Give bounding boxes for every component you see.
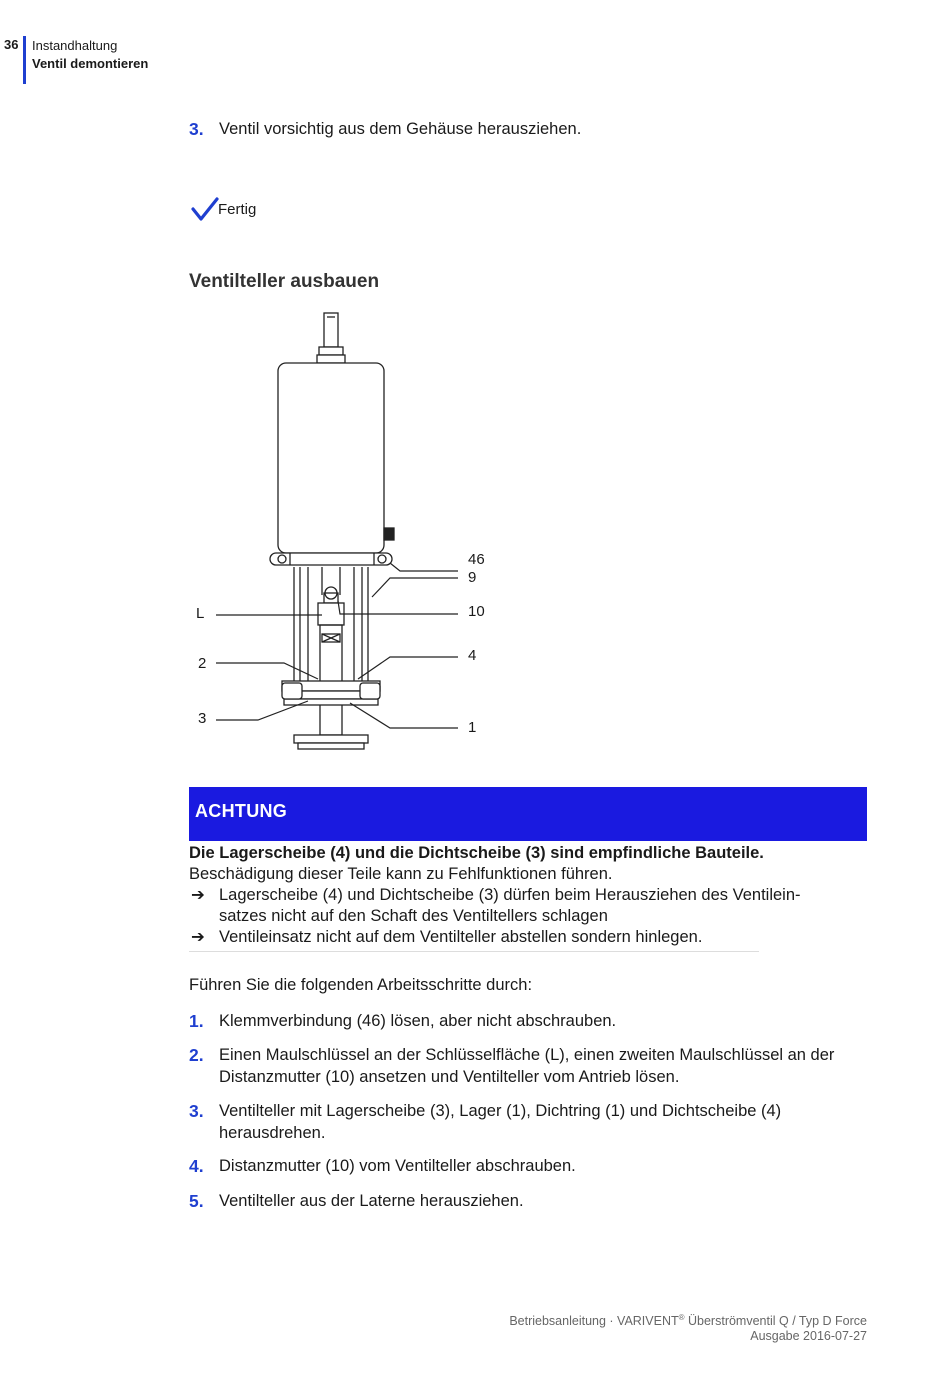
warning-bullet: [189, 885, 869, 927]
header-divider: [23, 36, 26, 84]
warning-headline: Die Lagerscheibe (4) und die Dichtscheibe (3) sind empfindliche Bauteile.: [189, 844, 764, 862]
callout-46: 46: [468, 551, 485, 568]
warning-text: Beschädigung dieser Teile kann zu Fehlfunktionen führen.: [189, 865, 613, 883]
section-title: Ventilteller ausbauen: [189, 271, 380, 292]
step-item: [189, 1155, 869, 1177]
callout-10: 10: [468, 603, 485, 620]
warning-bullet-line: satzes nicht auf den Schaft des Ventiltellers schlagen: [219, 907, 608, 925]
warning-bullet-line: Lagerscheibe (4) und Dichtscheibe (3) dürfen beim Herausziehen des Ventilein-: [219, 886, 801, 904]
callout-1: 1: [468, 719, 477, 736]
step-text: Distanzmutter (10) vom Ventilteller abschrauben.: [219, 1157, 576, 1175]
step-text: Ventil vorsichtig aus dem Gehäuse herausziehen.: [219, 120, 582, 138]
step-number: 1.: [189, 1011, 204, 1031]
callout-2: 2: [198, 655, 207, 672]
page-number: 36: [4, 37, 19, 52]
step-number: 5.: [189, 1191, 204, 1211]
registered-mark: ®: [678, 1313, 685, 1322]
page-footer: [509, 1310, 867, 1344]
step-text: Ventilteller mit Lagerscheibe (3), Lager (1), Dichtring (1) und Dichtscheibe (4): [219, 1102, 782, 1120]
step-text: Klemmverbindung (46) lösen, aber nicht abschrauben.: [219, 1012, 617, 1030]
step-number: 3.: [189, 1101, 204, 1121]
warning-banner: [189, 787, 867, 841]
header-section: Instandhaltung: [32, 38, 118, 53]
step-text: Einen Maulschlüssel an der Schlüsselfläche (L), einen zweiten Maulschlüssel an der: [219, 1046, 835, 1064]
step-text: Ventilteller aus der Laterne herausziehen.: [219, 1192, 524, 1210]
callout-L: L: [196, 605, 205, 622]
steps-intro: Führen Sie die folgenden Arbeitsschritte durch:: [189, 976, 533, 994]
warning-bullet: [189, 927, 869, 948]
warning-bullet-line: Ventileinsatz nicht auf dem Ventilteller abstellen sondern hinlegen.: [219, 928, 703, 946]
callout-3: 3: [198, 710, 207, 727]
callout-4: 4: [468, 647, 477, 664]
footer-line-1: [509, 1310, 867, 1329]
step-number: 3.: [189, 119, 204, 139]
step-number: 4.: [189, 1156, 204, 1176]
step-item: [189, 1190, 869, 1212]
step-text-cont: herausdrehen.: [219, 1124, 326, 1142]
done-label: Fertig: [218, 201, 257, 218]
step-item: [189, 1100, 869, 1144]
footer-doc-title: Betriebsanleitung · VARIVENT: [509, 1314, 679, 1328]
checkmark-icon: [191, 197, 219, 223]
step-item: [189, 1010, 869, 1032]
callout-9: 9: [468, 569, 477, 586]
step-number: 2.: [189, 1045, 204, 1065]
header-subsection: Ventil demontieren: [32, 56, 149, 71]
warning-divider: [189, 951, 759, 952]
valve-figure: [190, 305, 510, 760]
arrow-right-icon: ➔: [191, 886, 205, 904]
step-item: [189, 1044, 869, 1088]
warning-body: [189, 843, 869, 948]
warning-title: ACHTUNG: [195, 801, 288, 821]
footer-product: Überströmventil Q / Typ D Force: [684, 1314, 867, 1328]
footer-edition: Ausgabe 2016-07-27: [750, 1329, 867, 1343]
arrow-right-icon: ➔: [191, 928, 205, 946]
step-text-cont: Distanzmutter (10) ansetzen und Ventilteller vom Antrieb lösen.: [219, 1068, 680, 1086]
valve-drawing: [190, 305, 510, 760]
prev-step: [189, 118, 869, 140]
